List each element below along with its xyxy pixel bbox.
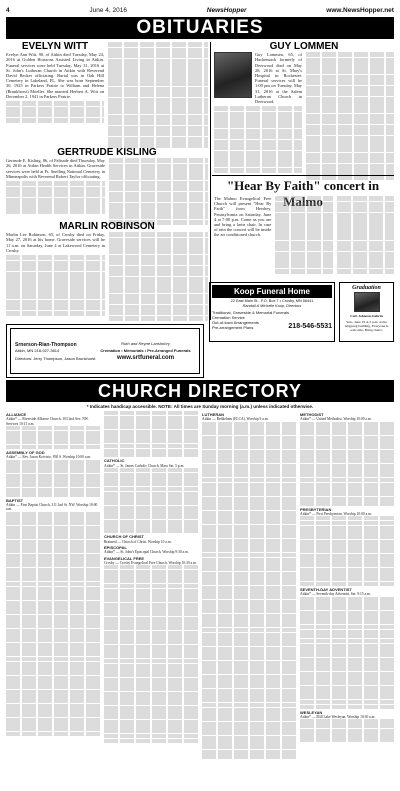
church-entry: Aitkin* — St. John's Episcopal Church, Worship 9:30 a.m. [104,550,189,555]
graduate-photo [354,292,380,312]
church-heading: SEVENTH-DAY ADVENTIST [300,587,352,593]
church-directory-title: CHURCH DIRECTORY [97,380,302,401]
graduate-name: Curt Johnson-Gabrin [350,314,383,318]
church-entry: Aitkin* — United Methodist, Worship 10:00 a.m. [300,417,372,422]
church-heading: CHURCH OF CHRIST [104,534,144,540]
obit-name: GUY LOMMEN [269,41,339,52]
church-heading: CATHOLIC [104,458,125,464]
graduation-text: Sun., June 19 at 2 p.m. at the Ahgpang building, Everyone is welcome. Bring chairs. [344,320,389,332]
koop-address: 22 East Main St., P.O. Box 7 • Crosby, MN 56441 [230,299,314,303]
obituaries-banner [6,17,394,39]
church-heading: ALLIANCE [6,412,27,417]
obit-name: GERTRUDE KISLING [57,147,157,158]
obit-name: MARLIN ROBINSON [59,221,155,232]
graduation-ad [339,282,394,342]
church-heading: LUTHERAN [202,412,224,417]
church-heading: WESLEYAN [300,709,323,715]
obit-text: Gertrude E. Kisling, 86, of Palisade died Thursday, May 26, 2016 at Aitkin Health Services in Aitkin. Graveside services were held at Ft. Snelling National Cemetery in Minneapolis with Reverend Robert Taylor officiating. [6,158,105,179]
church-heading: BAPTIST [6,497,24,503]
page-header [6,4,394,16]
obit-evelyn-witt [6,42,104,123]
church-col-2 [104,411,198,743]
obit-guy-lommen [214,42,394,181]
funeral-home-directors: Directors: Jerry Thompson, Jason Brunkhorst [15,355,96,361]
funeral-home-url: www.srtfuneral.com [116,355,175,361]
church-heading: EPISCOPAL [104,544,127,550]
church-entry: Aitkin* — Riverside Alliance Church, 103 2nd Ave. NW. Services 10:15 a.m. [6,417,89,426]
koop-service-4: Pre-arrangement Plans [212,325,254,330]
hbf-headline: "Hear By Faith" concert in Malmo [226,178,380,209]
church-col-4 [300,411,394,743]
church-entry: Crosby — Crosby Evangelical Free Church, Worship 10:30 a.m. [104,560,197,565]
koop-staff: Randall & Michelle Koop, Directors [242,304,302,308]
church-heading: EVANGELICAL FREE [104,555,145,561]
church-entry: Aitkin* — First Presbyterian, Worship 10:00 a.m. [300,511,372,516]
church-entry: Aitkin* — Seventh-day Adventist, Sat. 9:15 a.m. [300,592,371,597]
obit-gertrude-kisling [6,148,208,225]
hbf-text: The Malmo Evangelical Free Church will present "Hear By Faith" from Hershey, Pennsylvania on Saturday, June 4 at 7:00 p.m. Come as you are and bring a lawn chair. In case of rain the concert will be inside the air conditioned church. [214,196,272,238]
obit-text: Guy Lommen, 65, of Hackensack formerly of Deerwood died on May 28, 2016 at St. Mary's Hospital in Rochester. Funeral services will be 1:00 pm on Tuesday, May 31, 2016 at the Salem Lutheran Church in Deerwood. [255,52,302,105]
site-url: www.NewsHopper.net [326,6,394,14]
church-heading: ASSEMBLY OF GOD [6,449,45,455]
koop-service-1: Traditional, Graveside & Memorial Funerals [212,310,289,315]
obit-continuation [108,42,208,148]
church-directory-banner [6,380,394,402]
koop-phone: 218-546-5531 [288,323,332,330]
church-entry: Aitkin* — St. James Catholic Church, Mass Sat. 5 p.m. [104,463,185,468]
koop-funeral-ad [209,282,335,342]
issue-date: June 4, 2016 [89,6,127,14]
koop-title: Koop Funeral Home [212,285,332,298]
church-entry: Aitkin — Bethlehem (ELCA), Worship 9 a.m. [202,417,269,422]
church-heading: METHODIST [300,412,324,417]
hbf-article [214,196,394,274]
church-entry: Aitkin — First Baptist Church, 311 2nd St. NW. Worship 10:00 a.m. [6,502,98,512]
funeral-home-ad [6,324,204,378]
graduation-title: Graduation [352,285,381,291]
funeral-home-pre: Ruth and Reyne Lanshohry [121,341,170,346]
obit-name: EVELYN WITT [21,41,89,52]
obituaries-title: OBITUARIES [136,17,264,38]
obit-text: Evelyn Ann Witt, 90, of Aitkin died Tuesday, May 24, 2016 at Golden Horizons Assisted Living in Aitkin. Funeral services were held Tuesday, May 31, 2016 at St. John's Lutheran Church in Aitkin with Reverend David Becker officiating. Burial was in Oak Hill Cemetery in Lakeland, FL. She was born September 30, 1925 in Parkers Prairie to William and Helena (Brunkhorst) Moeller. She married Herbert A. Witt on December 2, 1941 in Parkers Prairie. [6,52,104,99]
obit-text: Marlin Lee Robinson, 65, of Crosby died on Friday, May 27, 2016 at his home. Graveside services will be 11 a.m. on Saturday, June 4 at Lakewood Cemetery in Crosby. [6,232,105,253]
koop-service-2: Cremation Service [212,315,245,320]
funeral-home-address: Aitkin, MN 218-927-3614 [15,347,60,353]
church-col-1 [6,411,100,737]
church-directory-note: * Indicates handicap accessible. NOTE: All times are Sunday morning (a.m.) unless indicated otherwise. [86,404,314,409]
church-entry: Aitkin* — Mill Lake Wesleyan. Worship 10:30 a.m. [300,715,376,720]
church-entry: Aitkin* — Rev. Jason Koivisto, 830 S. Worship 10:00 a.m. [6,455,92,460]
guy-lommen-photo [214,52,252,98]
paper-name: NewsHopper [206,6,247,14]
obit-marlin-robinson [6,222,208,321]
church-heading: PRESBYTERIAN [300,506,332,512]
page-number: 4 [6,6,10,14]
funeral-home-tagline: Cremation • Memorials • Pre-Arranged Funerals [100,348,191,353]
church-col-3 [202,411,296,759]
koop-service-3: Out-of-town Arrangements [212,320,259,325]
church-entry: Brainerd — Church of Christ. Worship 10 a.m. [104,539,172,544]
funeral-home-name: Srnerson-Rian-Thompson [15,341,77,348]
